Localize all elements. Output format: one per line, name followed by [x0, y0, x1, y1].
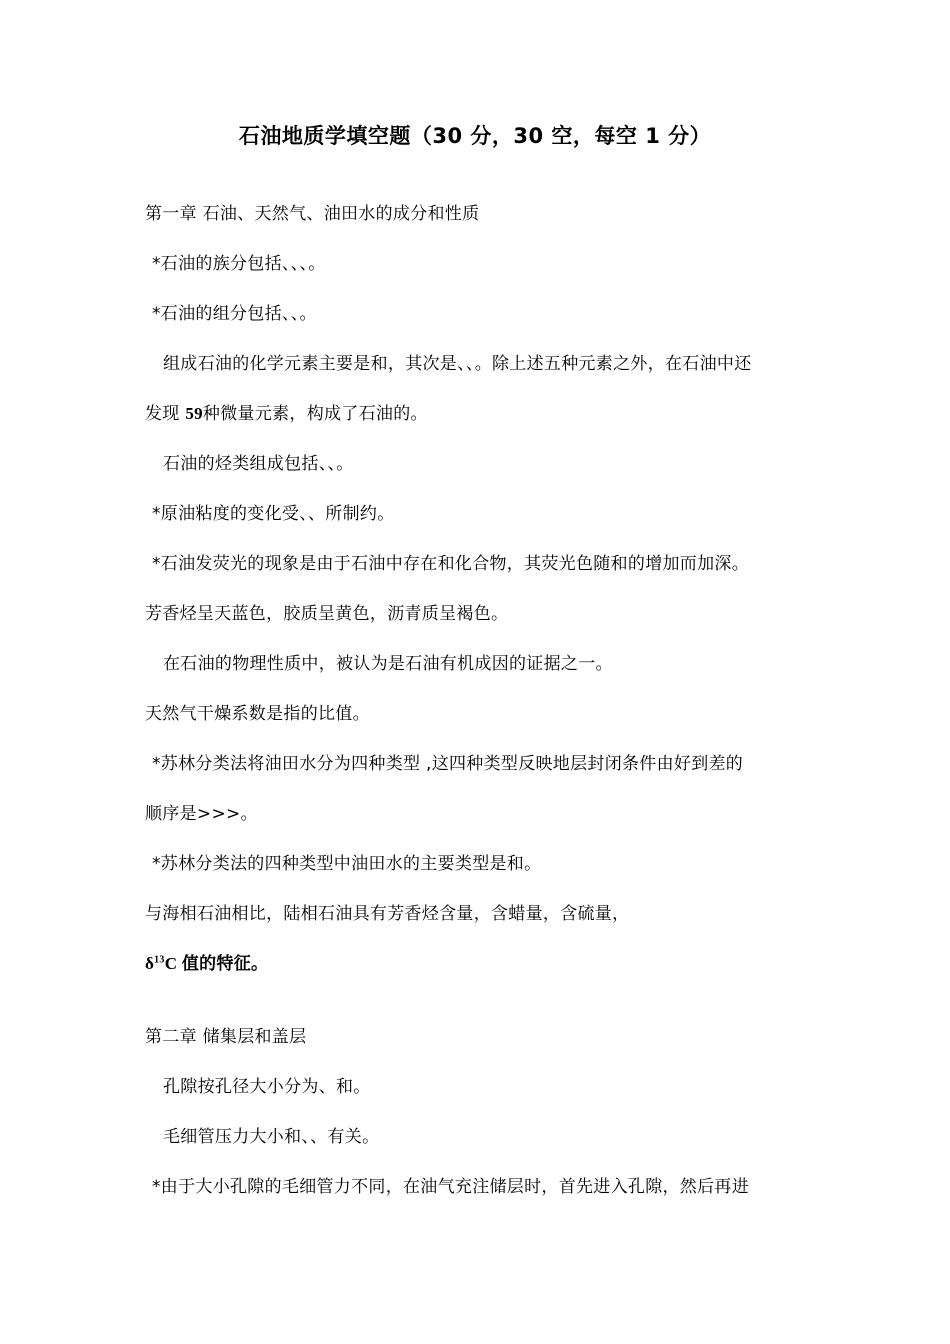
question-line: 与海相石油相比，陆相石油具有芳香烃含量，含蜡量，含硫量， — [145, 904, 630, 924]
question-line-text: 种微量元素，构成了石油的。 — [202, 404, 428, 424]
question-line: 天然气干燥系数是指的比值。 — [145, 704, 370, 724]
question-line — [145, 951, 815, 977]
question-line: 顺序是>>>。 — [145, 804, 258, 824]
question-line: *原油粘度的变化受、、所制约。 — [152, 504, 395, 524]
question-line: *石油的族分包括、、、。 — [152, 254, 326, 274]
page-title: 石油地质学填空题（30 分，30 空，每空 1 分） — [238, 124, 712, 148]
question-line: 毛细管压力大小和、、有关。 — [163, 1127, 380, 1147]
delta-symbol: δ — [145, 954, 155, 973]
question-line: 组成石油的化学元素主要是和，其次是、、。除上述五种元素之外，在石油中还 — [163, 354, 752, 374]
chapter-2-heading: 第二章 储集层和盖层 — [145, 1027, 307, 1047]
question-line: *由于大小孔隙的毛细管力不同，在油气充注储层时，首先进入孔隙，然后再进 — [152, 1177, 749, 1197]
chapter-1-heading: 第一章 石油、天然气、油田水的成分和性质 — [145, 204, 480, 224]
question-line-number: 59 — [185, 404, 203, 423]
question-line-prefix: 发现 — [145, 404, 186, 424]
question-line: *石油的组分包括、、。 — [152, 304, 317, 324]
question-line: 在石油的物理性质中，被认为是石油有机成因的证据之一。 — [163, 654, 613, 674]
question-line: *苏林分类法将油田水分为四种类型 ,这四种类型反映地层封闭条件由好到差的 — [152, 754, 744, 774]
question-line: 孔隙按孔径大小分为、和。 — [163, 1077, 371, 1097]
question-line: 芳香烃呈天蓝色，胶质呈黄色，沥青质呈褐色。 — [145, 604, 509, 624]
question-line-text: C 值的特征。 — [164, 954, 269, 973]
question-line: 石油的烃类组成包括、、。 — [163, 454, 354, 474]
question-line — [145, 401, 815, 427]
question-line: *苏林分类法的四种类型中油田水的主要类型是和。 — [152, 854, 542, 874]
delta-superscript: 13 — [154, 954, 165, 966]
question-line: *石油发荧光的现象是由于石油中存在和化合物，其荧光色随和的增加而加深。 — [152, 554, 749, 574]
